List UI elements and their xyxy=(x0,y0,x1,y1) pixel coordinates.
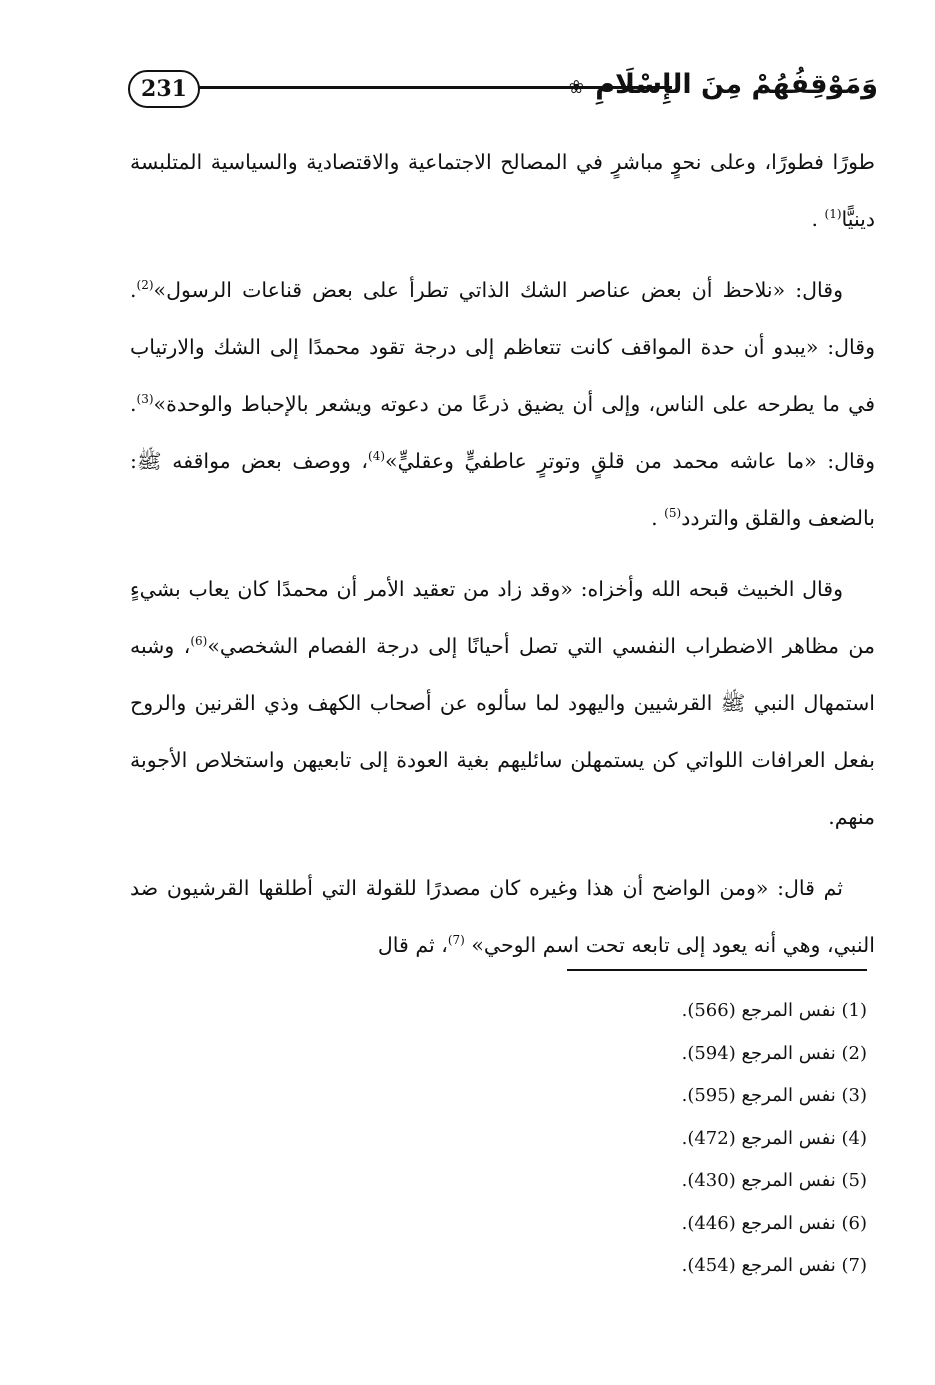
footnote-marker: (7) xyxy=(447,933,465,948)
paragraph-text: . وقال: «ما عاشه محمد من قلقٍ وتوترٍ عاطفيٍّ وعقليٍّ» xyxy=(130,392,875,473)
paragraph-text: ، ثم قال xyxy=(377,933,448,957)
paragraph-1 xyxy=(130,134,875,248)
ornament-icon: ❀ xyxy=(568,77,584,98)
paragraph-text: ثم قال: «ومن الواضح أن هذا وغيره كان مصدرًا للقولة التي أطلقها القرشيون ضد النبي، وهي أنه يعود إلى تابعه تحت اسم الوحي» xyxy=(130,876,875,957)
footnote-marker: (1) xyxy=(824,207,842,222)
footnote-separator xyxy=(567,969,867,971)
footnote-marker: (4) xyxy=(368,449,386,464)
paragraph-text: ، وشبه استمهال النبي ﷺ القرشيين واليهود لما سألوه عن أصحاب الكهف وذي القرنين والروح بفعل العرافات اللواتي كن يستمهلن سائليهم بغية العودة إلى تابعيهن واستخلاص الأجوبة منهم. xyxy=(130,634,875,829)
paragraph-text: ، ووصف بعض مواقفه ﷺ: بالضعف والقلق والتردد xyxy=(130,449,875,530)
paragraph-text: . وقال: «يبدو أن حدة المواقف كانت تتعاظم إلى درجة تقود محمدًا إلى الشك والارتياب في ما يطرحه على الناس، وإلى أن يضيق ذرعًا من دعوته ويشعر بالإحباط والوحدة» xyxy=(130,278,875,416)
footnote-7: (7) نفس المرجع (454). xyxy=(681,1255,867,1276)
footnote-6: (6) نفس المرجع (446). xyxy=(681,1212,867,1234)
footnote-marker: (5) xyxy=(664,506,682,521)
page-number: 231 xyxy=(128,70,200,108)
footnote-4: (4) نفس المرجع (472). xyxy=(681,1127,867,1149)
footnote-2: (2) نفس المرجع (594). xyxy=(681,1042,867,1064)
running-title-text: وَمَوْقِفُهُمْ مِنَ الإِسْلَامِ xyxy=(595,69,878,100)
paragraph-text: . xyxy=(651,506,665,530)
paragraph-2 xyxy=(130,262,875,547)
paragraph-text: وقال الخبيث قبحه الله وأخزاه: «وقد زاد من تعقيد الأمر أن محمدًا كان يعاب بشيءٍ من مظاهر الاضطراب النفسي التي تصل أحيانًا إلى درجة الفصام الشخصي» xyxy=(130,577,875,658)
paragraph-text: وقال: «نلاحظ أن بعض عناصر الشك الذاتي تطرأ على بعض قناعات الرسول» xyxy=(153,278,843,302)
footnote-1: (1) نفس المرجع (566). xyxy=(681,1000,867,1021)
footnote-marker: (2) xyxy=(136,278,154,293)
footnote-marker: (3) xyxy=(136,392,154,407)
footnote-5: (5) نفس المرجع (430). xyxy=(681,1170,867,1191)
footnote-marker: (6) xyxy=(190,634,208,649)
paragraph-text: . xyxy=(811,207,825,231)
footnote-3: (3) نفس المرجع (595). xyxy=(681,1085,867,1106)
page-header xyxy=(128,62,878,118)
body-text xyxy=(130,134,875,974)
running-title xyxy=(567,62,878,111)
paragraph-4 xyxy=(130,860,875,974)
footnotes xyxy=(367,990,867,1288)
paragraph-text: طورًا فطورًا، وعلى نحوٍ مباشرٍ في المصالح الاجتماعية والاقتصادية والسياسية المتلبسة دينيًّا xyxy=(130,150,875,231)
paragraph-3 xyxy=(130,561,875,846)
